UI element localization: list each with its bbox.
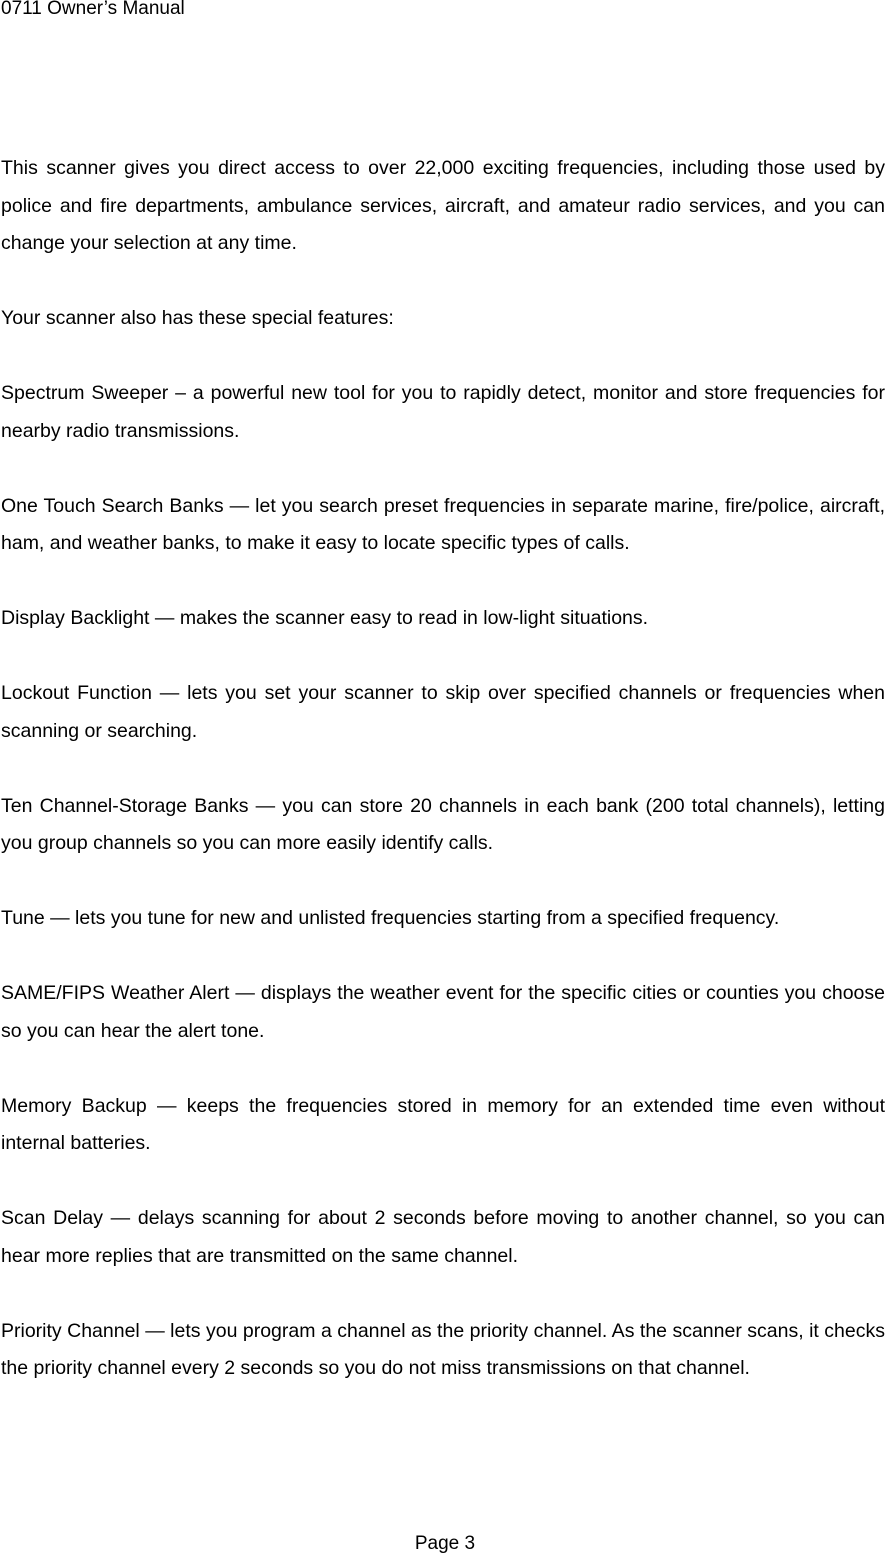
features-intro-paragraph: Your scanner also has these special features: bbox=[1, 307, 394, 329]
document-body bbox=[1, 150, 885, 1425]
feature-one-touch-search-banks: One Touch Search Banks — let you search preset frequencies in separate marine, fire/police, aircraft, ham, and weather banks, to make it easy to locate specific types of calls. bbox=[1, 494, 885, 554]
feature-memory-backup: Memory Backup — keeps the frequencies stored in memory for an extended time even without internal batteries. bbox=[1, 1094, 885, 1154]
document-header: 0711 Owner’s Manual bbox=[1, 0, 185, 19]
page-number: Page 3 bbox=[414, 1533, 476, 1554]
feature-scan-delay: Scan Delay — delays scanning for about 2 seconds before moving to another channel, so you can hear more replies that are transmitted on the same channel. bbox=[1, 1207, 885, 1267]
feature-display-backlight: Display Backlight — makes the scanner easy to read in low-light situations. bbox=[1, 607, 649, 629]
feature-lockout-function: Lockout Function — lets you set your scanner to skip over specified channels or frequencies when scanning or searching. bbox=[1, 682, 885, 742]
feature-channel-storage-banks: Ten Channel-Storage Banks — you can store 20 channels in each bank (200 total channels), letting you group channels so you can more easily identify calls. bbox=[1, 794, 885, 854]
feature-spectrum-sweeper: Spectrum Sweeper – a powerful new tool for you to rapidly detect, monitor and store frequencies for nearby radio transmissions. bbox=[1, 382, 885, 442]
intro-paragraph: This scanner gives you direct access to over 22,000 exciting frequencies, including those used by police and fire departments, ambulance services, aircraft, and amateur radio services, and you can change your selection at any time. bbox=[1, 157, 885, 254]
feature-tune: Tune — lets you tune for new and unlisted frequencies starting from a specified frequency. bbox=[1, 907, 780, 929]
feature-weather-alert: SAME/FIPS Weather Alert — displays the weather event for the specific cities or counties you choose so you can hear the alert tone. bbox=[1, 982, 885, 1042]
feature-priority-channel: Priority Channel — lets you program a channel as the priority channel. As the scanner scans, it checks the priority channel every 2 seconds so you do not miss transmissions on that channel. bbox=[1, 1319, 885, 1379]
